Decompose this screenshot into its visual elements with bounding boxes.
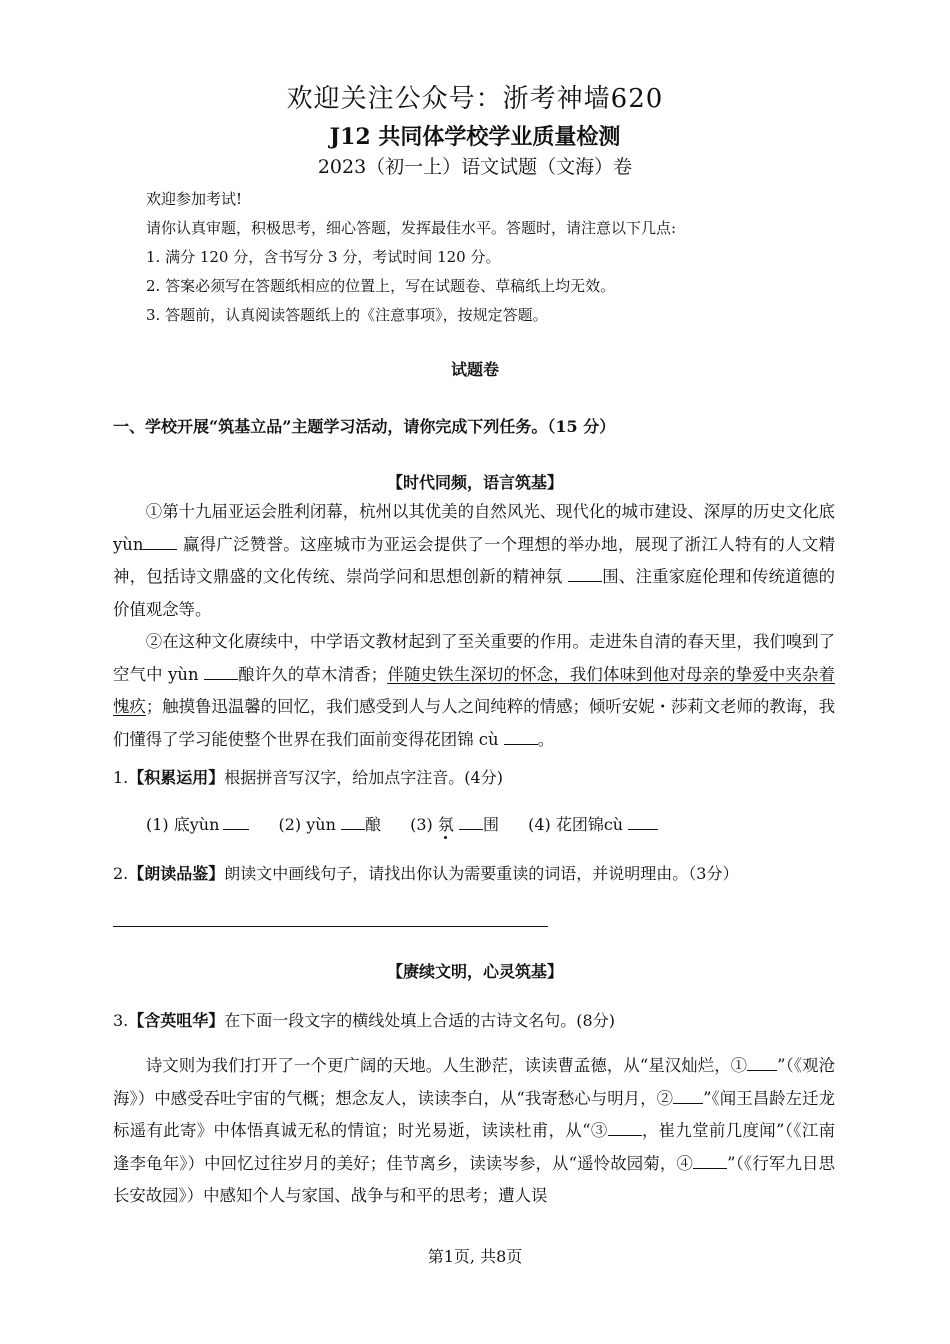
underlined-sentence: 伴随史铁生深切的怀念，我们体味到他对母亲的挚爱中夹杂着愧疚: [113, 664, 835, 716]
passage-text: ②在这种文化赓续中，中学语文教材起到了至关重要的作用。走进朱自清的春天里，我们嗅到了空气中 yùn: [113, 632, 835, 684]
question-1-item-4: [528, 815, 658, 834]
passage-text: 诗文则为我们打开了一个更广阔的天地。人生渺茫，读读曹孟德，从“星汉灿烂，①: [145, 1056, 748, 1075]
fill-blank: [143, 532, 177, 549]
fill-blank: [341, 813, 365, 830]
passage-paragraph-1: [113, 496, 835, 626]
question-text: 在下面一段文字的横线处填上合适的古诗文名句。(8分): [224, 1011, 615, 1030]
passage-text: ”《闻王昌龄左迁龙标遥有此寄》中体悟真诚无私的情谊；时光易逝，读读杜甫，从“③: [113, 1088, 835, 1140]
passage-text: ”（《行军九日思长安故园》）中感知个人与家国、战争与和平的思考；遭人误: [113, 1153, 835, 1205]
passage-text: 赢得广泛赞誉。这座城市为亚运会提供了一个理想的举办地，展现了浙江人特有的人文精神，包括诗文鼎盛的文化传统、崇尚学问和思想创新的精神氛: [113, 534, 836, 586]
passage-1: [113, 496, 835, 756]
fill-blank: [693, 1151, 727, 1168]
passage-3: [113, 1050, 835, 1213]
passage-text: ①第十九届亚运会胜利闭幕，杭州以其优美的自然风光、现代化的城市建设、深厚的历史文化底yùn: [113, 502, 835, 554]
question-1-items: [146, 812, 682, 835]
fill-blank: [747, 1054, 777, 1071]
fill-blank: [204, 662, 238, 679]
fill-blank: [504, 727, 538, 744]
fill-blank: [223, 813, 249, 830]
exam-subtitle: 2023（初一上）语文试题（文海）卷: [317, 156, 633, 178]
passage-text: 酿许久的草木清香；: [237, 664, 388, 684]
question-1-item-2: [279, 815, 382, 834]
passage-text: ；触摸鲁迅温馨的回忆，我们感受到人与人之间纯粹的情感；倾听安妮・莎莉文老师的教诲，我们懂得了学习能使整个世界在我们面前变得花团锦 cù: [113, 697, 836, 749]
fill-blank: [628, 813, 658, 830]
question-2: [113, 861, 738, 884]
item-label: (2) yùn: [278, 815, 336, 834]
paper-label: 试题卷: [450, 360, 499, 379]
subsection-heading-1: 【时代同频，语言筑基】: [386, 473, 563, 492]
fill-blank: [568, 565, 602, 582]
passage-text: 围、注重家庭伦理和传统道德的价值观念等。: [113, 567, 835, 619]
item-label: (3): [410, 815, 433, 834]
fill-blank: [608, 1119, 642, 1136]
item-label: (4) 花团锦cù: [528, 815, 624, 834]
exam-notice: [146, 185, 676, 330]
watermark-text: 欢迎关注公众号：浙考神墙620: [286, 84, 664, 114]
item-label: 酿: [365, 815, 382, 834]
item-label: (1) 底yùn: [146, 815, 220, 834]
question-1-item-1: [146, 815, 249, 834]
fill-blank: [459, 813, 483, 830]
subsection-heading-2: 【赓续文明，心灵筑基】: [386, 962, 563, 981]
notice-line: 2. 答案必须写在答题纸相应的位置上，写在试题卷、草稿纸上均无效。: [146, 277, 616, 295]
notice-line: 请你认真审题，积极思考，细心答题，发挥最佳水平。答题时，请注意以下几点:: [146, 219, 677, 237]
question-tag: 【朗读品鉴】: [128, 864, 225, 883]
poetry-paragraph: [113, 1050, 835, 1213]
question-text: 朗读文中画线句子，请找出你认为需要重读的词语，并说明理由。（3分）: [224, 864, 739, 883]
passage-text: 。: [537, 729, 555, 749]
notice-line: 欢迎参加考试!: [146, 190, 243, 208]
item-label: 围: [482, 815, 499, 834]
question-3: [113, 1008, 615, 1031]
passage-text: ”（《观沧海》）中感受吞吐宇宙的气概；想念友人，读读李白，从“我寄愁心与明月，②: [113, 1056, 835, 1108]
question-text: 根据拼音写汉字，给加点字注音。(4分): [224, 768, 503, 787]
exam-title: J12 共同体学校学业质量检测: [329, 124, 621, 150]
answer-line: [113, 926, 548, 927]
notice-line: 1. 满分 120 分，含书写分 3 分，考试时间 120 分。: [146, 248, 501, 266]
question-tag: 【含英咀华】: [128, 1011, 225, 1030]
fill-blank: [673, 1086, 703, 1103]
question-number: 3.: [113, 1011, 129, 1030]
question-1: [113, 765, 503, 788]
notice-line: 3. 答题前，认真阅读答题纸上的《注意事项》，按规定答题。: [146, 306, 548, 324]
passage-text: ，崔九堂前几度闻”（《江南逢李龟年》）中回忆过往岁月的美好；佳节离乡，读读岑参，从“遥怜故园菊，④: [113, 1121, 835, 1173]
question-tag: 【积累运用】: [128, 768, 225, 787]
question-number: 1.: [113, 768, 129, 787]
page-footer: 第1页, 共8页: [427, 1247, 523, 1266]
dotted-character: 氛: [437, 815, 454, 834]
passage-paragraph-2: [113, 626, 835, 756]
question-number: 2.: [113, 864, 129, 883]
section-1-heading: 一、学校开展“筑基立品”主题学习活动，请你完成下列任务。（15 分）: [113, 417, 616, 436]
question-1-item-3: [410, 815, 499, 834]
